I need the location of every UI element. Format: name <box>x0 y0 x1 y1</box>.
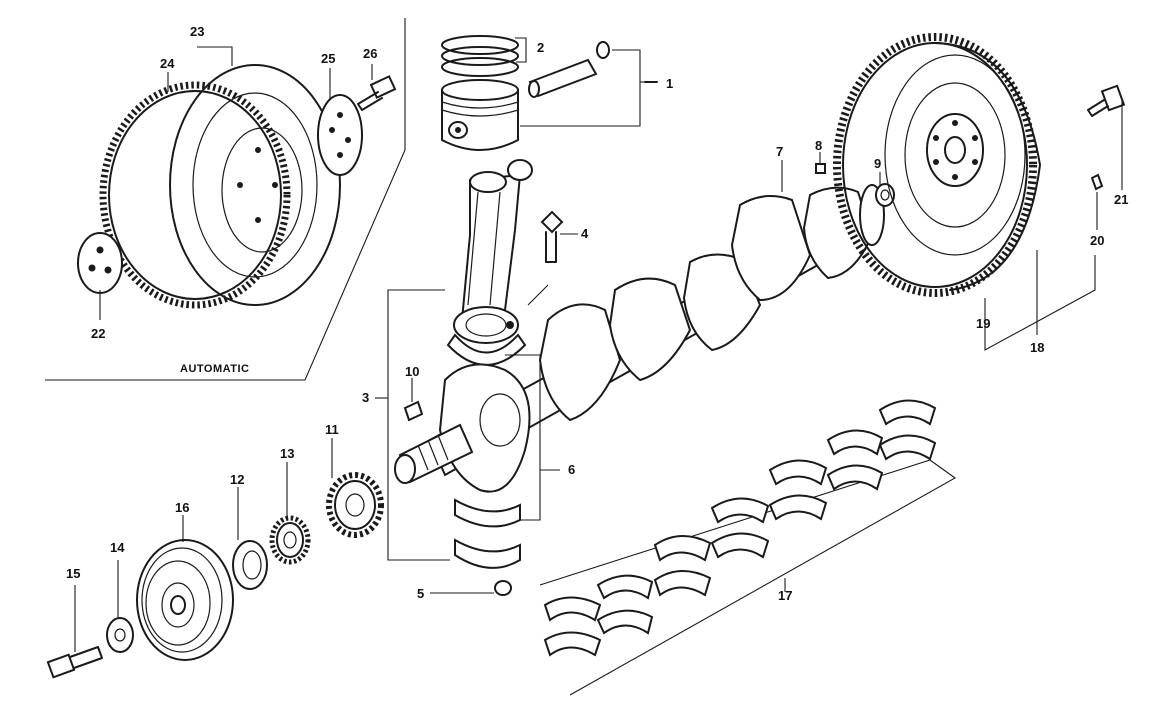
reinforcement-plate <box>318 95 362 175</box>
callout-14: 14 <box>110 540 125 555</box>
snap-ring <box>597 42 609 58</box>
callout-20: 20 <box>1090 233 1105 248</box>
connecting-rod-bearing-lower <box>455 540 520 568</box>
callout-7: 7 <box>776 144 784 159</box>
callout-2: 2 <box>537 40 545 55</box>
callout-1: 1 <box>666 76 674 91</box>
drive-plate-bolt <box>358 76 395 110</box>
callout-24: 24 <box>160 56 175 71</box>
flywheel <box>837 37 1040 293</box>
crankshaft-sprocket <box>329 475 381 535</box>
callout-22: 22 <box>91 326 106 341</box>
callout-12: 12 <box>230 472 245 487</box>
callout-5: 5 <box>417 586 425 601</box>
callout-16: 16 <box>175 500 190 515</box>
callout-9: 9 <box>874 156 882 171</box>
callout-11: 11 <box>325 422 339 437</box>
callout-6: 6 <box>568 462 576 477</box>
connecting-rod-bearing-upper <box>455 500 520 526</box>
callout-23: 23 <box>190 24 205 39</box>
ring-gear-automatic <box>103 85 287 305</box>
callout-3: 3 <box>362 390 370 405</box>
piston <box>442 80 518 150</box>
callout-18: 18 <box>1030 340 1045 355</box>
dowel-pin <box>1092 175 1102 189</box>
rod-nut <box>495 581 511 595</box>
callout-25: 25 <box>321 51 336 66</box>
automatic-label: AUTOMATIC <box>180 363 250 375</box>
callout-19: 19 <box>976 316 991 331</box>
oil-thrower <box>233 541 267 589</box>
callout-13: 13 <box>280 446 295 461</box>
woodruff-key <box>405 402 422 420</box>
callout-17: 17 <box>778 588 793 603</box>
flywheel-bolt <box>1088 86 1124 116</box>
pilot-bearing <box>876 184 894 206</box>
piston-pin <box>529 60 596 97</box>
small-end-bushing <box>508 160 532 180</box>
piston-rings <box>442 36 526 76</box>
rod-bolt <box>542 212 578 262</box>
pilot-bushing <box>816 164 825 173</box>
callout-21: 21 <box>1114 192 1129 207</box>
oil-pump-drive-gear <box>272 518 308 562</box>
crankshaft-pulley <box>137 540 233 660</box>
pulley-washer <box>107 618 133 652</box>
connecting-rod <box>454 172 520 343</box>
callout-8: 8 <box>815 138 823 153</box>
callout-10: 10 <box>405 364 420 379</box>
callout-26: 26 <box>363 46 378 61</box>
callout-4: 4 <box>581 226 589 241</box>
main-bearing-set <box>540 400 955 695</box>
adapter-plate <box>78 233 122 293</box>
callout-15: 15 <box>66 566 81 581</box>
